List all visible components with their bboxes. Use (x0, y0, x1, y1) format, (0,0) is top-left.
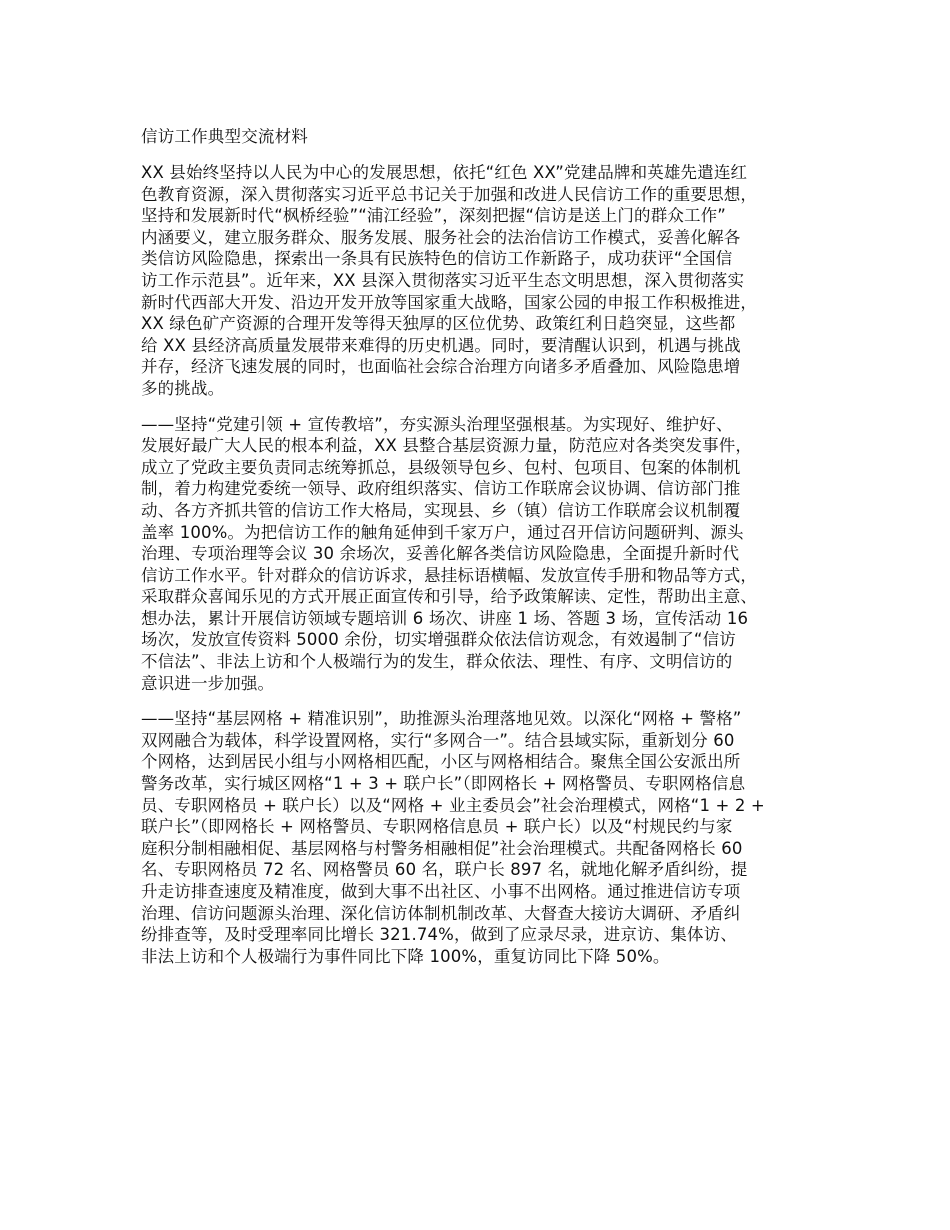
text-line: 警务改革，实行城区网格“1 + 3 + 联户长”（即网格长 + 网格警员、专职网格信息 (141, 774, 746, 794)
text-line: XX 县始终坚持以人民为中心的发展思想，依托“红色 XX”党建品牌和英雄先遣连红 (141, 163, 748, 182)
text-line: 给 XX 县经济高质量发展带来难得的历史机遇。同时，要清醒认识到，机遇与挑战 (141, 335, 741, 355)
paragraph-party-building (141, 414, 841, 695)
text-line: 信访工作水平。针对群众的信访诉求，悬挂标语横幅、发放宣传手册和物品等方式， (141, 565, 758, 585)
text-line: 成立了党政主要负责同志统筹抓总，县级领导包乡、包村、包项目、包案的体制机 (141, 457, 741, 477)
text-line: 动、各方齐抓共管的信访工作大格局，实现县、乡（镇）信访工作联席会议机制覆 (141, 500, 741, 520)
text-line: 名、专职网格员 72 名、网格警员 60 名，联户长 897 名，就地化解矛盾纠纷，提 (141, 860, 748, 880)
text-line: 发展好最广大人民的根本利益，XX 县整合基层资源力量，防范应对各类突发事件， (141, 436, 753, 456)
text-line: ——坚持“基层网格 + 精准识别”，助推源头治理落地见效。以深化“网格 + 警格” (141, 709, 742, 729)
text-line: 非法上访和个人极端行为事件同比下降 100%，重复访同比下降 50%。 (141, 946, 670, 966)
text-line: ——坚持“党建引领 + 宣传教培”，夯实源头治理坚强根基。为实现好、维护好、 (141, 414, 733, 434)
text-line: 升走访排查速度及精准度，做到大事不出社区、小事不出网格。通过推进信访专项 (141, 882, 741, 901)
text-line: 治理、专项治理等会议 30 余场次，妥善化解各类信访风险隐患，全面提升新时代 (141, 544, 740, 564)
document-title: 信访工作典型交流材料 (141, 127, 308, 146)
text-line: 个网格，达到居民小组与小网格相匹配，小区与网格相结合。聚焦全国公安派出所 (141, 752, 741, 772)
text-line: 联户长”（即网格长 + 网格警员、专职网格信息员 + 联户长）以及“村规民约与家 (141, 817, 733, 837)
text-line: 新时代西部大开发、沿边开发开放等国家重大战略，国家公园的申报工作积极推进， (141, 292, 758, 312)
text-line: 内涵要义，建立服务群众、服务发展、服务社会的法治信访工作模式，妥善化解各 (141, 227, 741, 247)
text-line: 类信访风险隐患，探索出一条具有民族特色的信访工作新路子，成功获评“全国信 (141, 249, 733, 269)
text-line: 坚持和发展新时代“枫桥经验”“浦江经验”，深刻把握“信访是送上门的群众工作” (141, 206, 726, 226)
text-line: 想办法，累计开展信访领域专题培训 6 场次、讲座 1 场、答题 3 场，宣传活动 16 (141, 608, 749, 628)
text-line: 纷排查等，及时受理率同比增长 321.74%，做到了应录尽录，进京访、集体访、 (141, 925, 738, 945)
text-line: 庭积分制相融相促、基层网格与村警务相融相促”社会治理模式。共配备网格长 60 (141, 838, 743, 858)
document-page (141, 126, 841, 981)
text-line: 采取群众喜闻乐见的方式开展正面宣传和引导，给予政策解读、定性，帮助出主意、 (141, 587, 758, 607)
text-line: 双网融合为载体，科学设置网格，实行“多网合一”。结合县域实际，重新划分 60 (141, 730, 735, 750)
text-line: 访工作示范县”。近年来，XX 县深入贯彻落实习近平生态文明思想，深入贯彻落实 (141, 270, 745, 290)
text-line: XX 绿色矿产资源的合理开发等得天独厚的区位优势、政策红利日趋突显，这些都 (141, 314, 736, 334)
text-line: 并存，经济飞速发展的同时，也面临社会综合治理方向诸多矛盾叠加、风险隐患增 (141, 357, 741, 377)
text-line: 制，着力构建党委统一领导、政府组织落实、信访工作联席会议协调、信访部门推 (141, 479, 741, 499)
paragraph-intro (141, 162, 841, 400)
paragraph-grid-governance (141, 708, 841, 967)
text-line: 色教育资源，深入贯彻落实习近平总书记关于加强和改进人民信访工作的重要思想， (141, 184, 758, 204)
text-line: 员、专职网格员 + 联户长）以及“网格 + 业主委员会”社会治理模式，网格“1 + 2 + (141, 795, 765, 815)
text-line: 多的挑战。 (141, 378, 225, 398)
text-line: 治理、信访问题源头治理、深化信访体制机制改革、大督查大接访大调研、矛盾纠 (141, 903, 741, 923)
text-line: 盖率 100%。为把信访工作的触角延伸到千家万户，通过召开信访问题研判、源头 (141, 522, 744, 542)
text-line: 场次，发放宣传资料 5000 余份，切实增强群众依法信访观念，有效遏制了“信访 (141, 630, 736, 650)
text-line: 意识进一步加强。 (141, 673, 275, 693)
text-line: 不信法”、非法上访和个人极端行为的发生，群众依法、理性、有序、文明信访的 (141, 652, 733, 672)
